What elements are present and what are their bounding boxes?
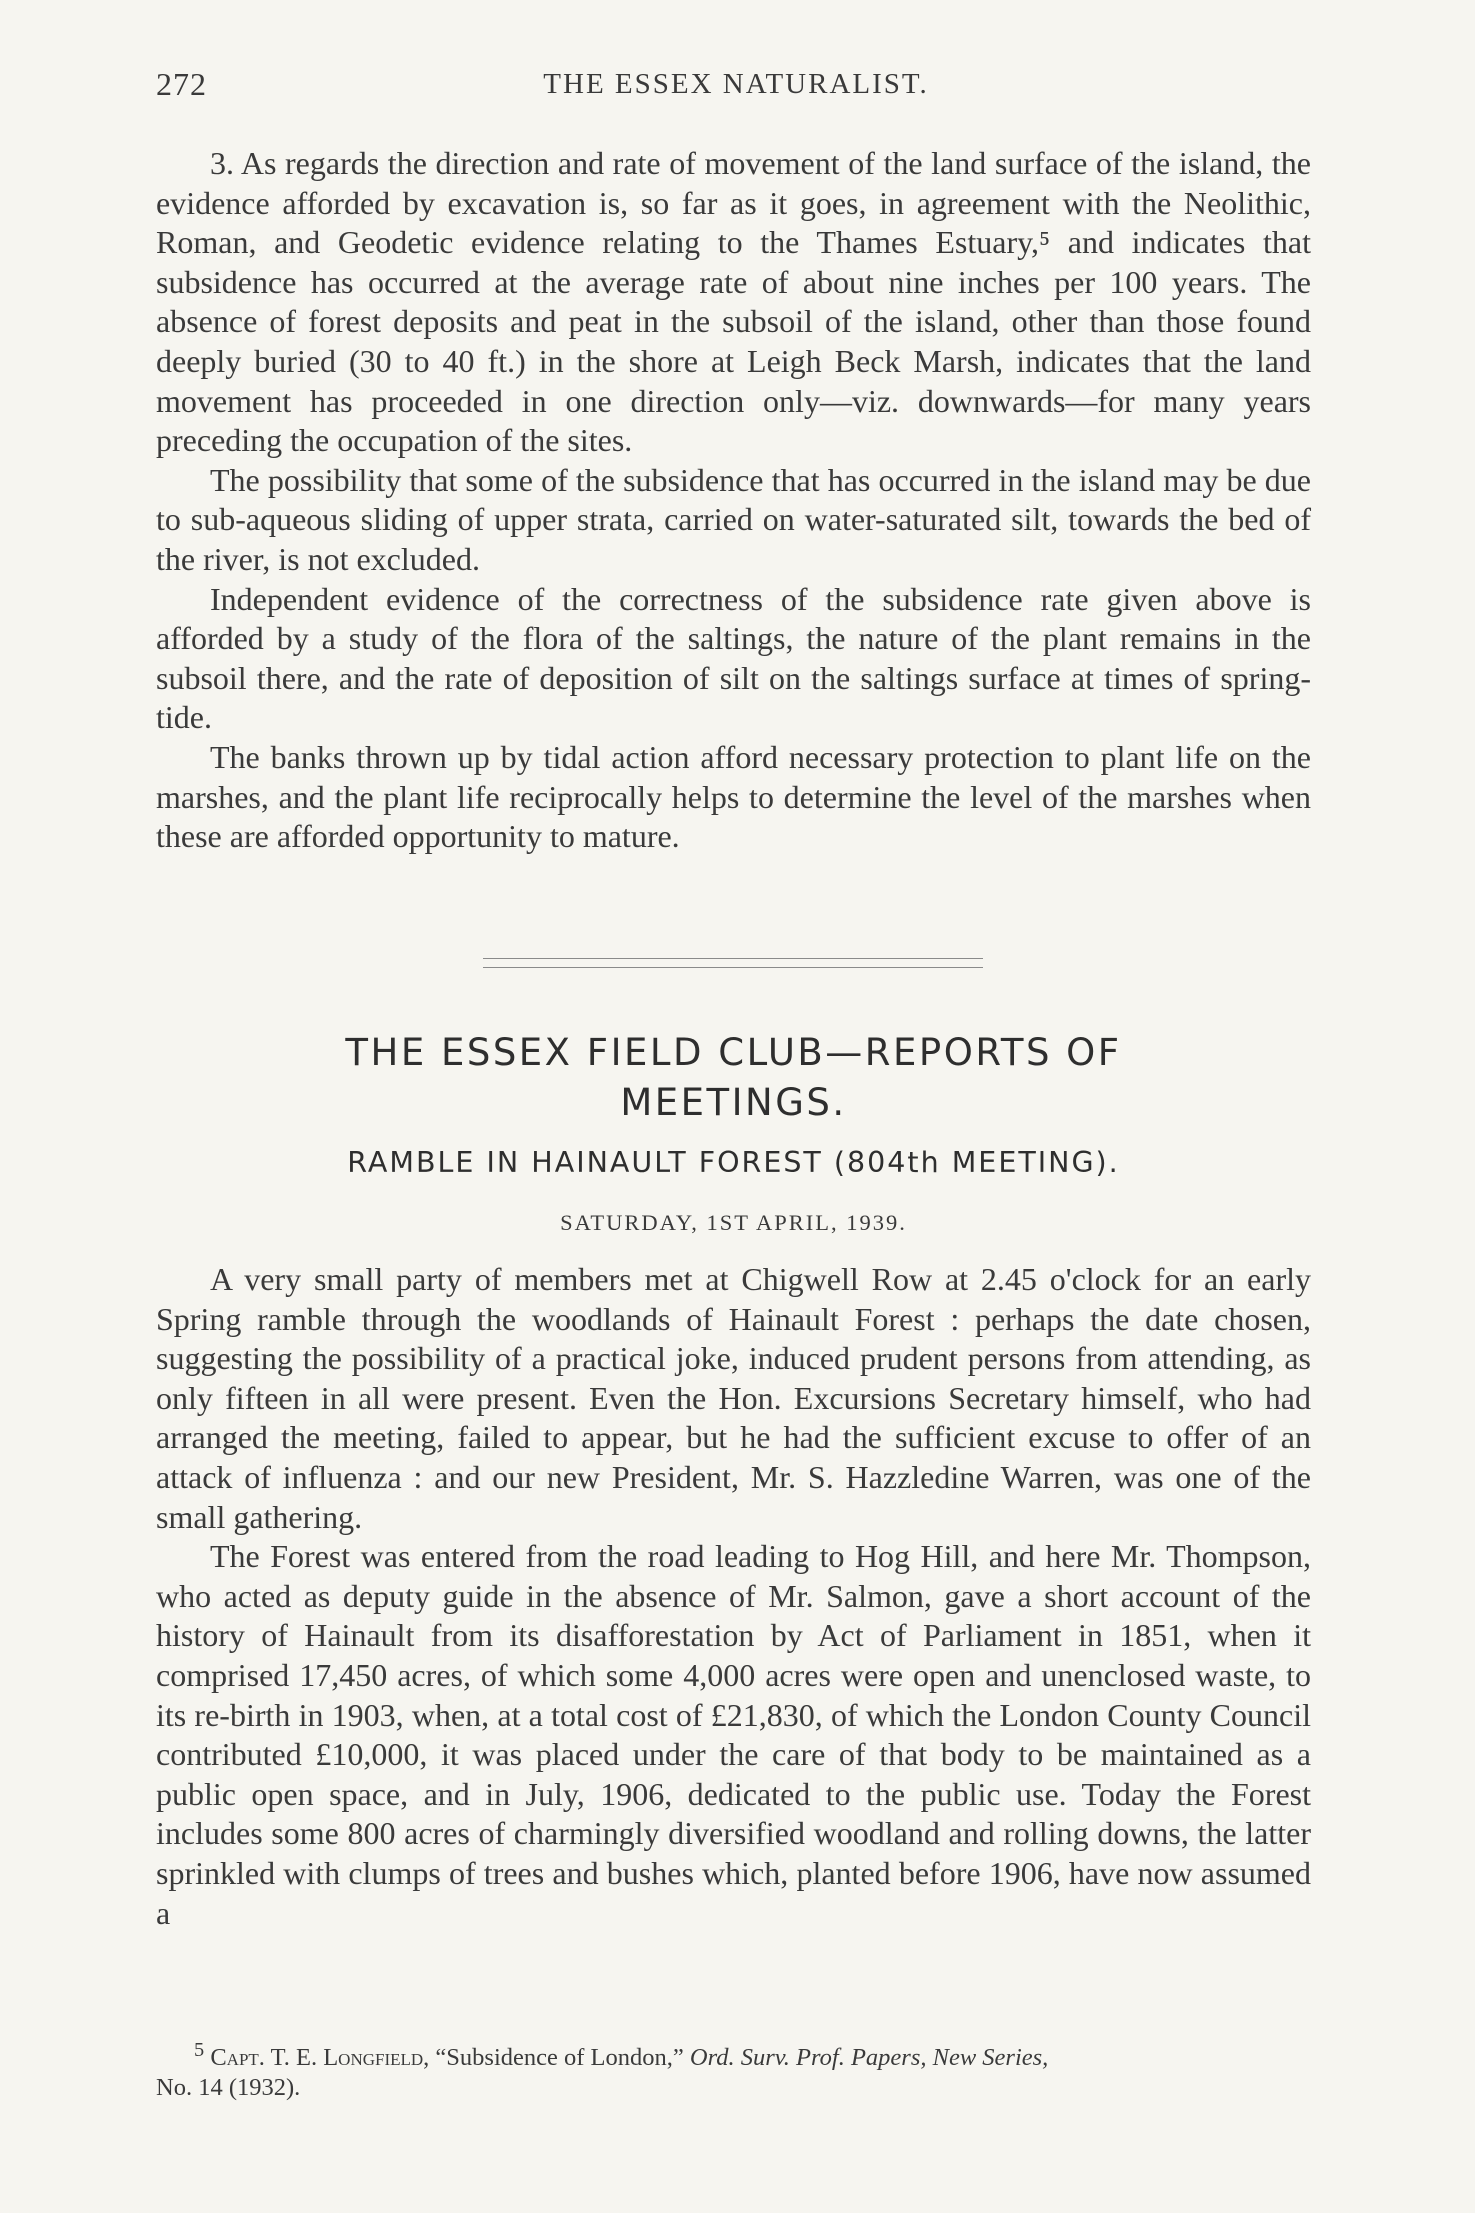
- section-title: [156, 1028, 1311, 1128]
- footnote-number: No. 14 (1932).: [156, 2074, 301, 2102]
- section-divider: [483, 958, 983, 968]
- footnote-title: “Subsidence of London,”: [435, 2044, 684, 2072]
- meeting-date: SATURDAY, 1ST APRIL, 1939.: [560, 1210, 907, 1235]
- footnote-marker: 5: [194, 2039, 205, 2061]
- article-paragraph-1: 3. As regards the direction and rate of movement of the land surface of the island, the evidence afforded by excavation is, so far as it goes, in agreement with the Neolithic, Roman, and Geodetic evidence relating to the Thames Estuary,⁵ and indicates that subsidence has occurred at the average rate of about nine inches per 100 years. The absence of forest deposits and peat in the subsoil of the island, other than those found deeply buried (30 to 40 ft.) in the shore at Leigh Beck Marsh, indicates that the land movement has proceeded in one direction only—viz. downwards—for many years preceding the occupation of the sites.: [156, 145, 1311, 459]
- footnote: [156, 2035, 1311, 2103]
- article-paragraph-2: The possibility that some of the subsidence that has occurred in the island may be due to sub-aqueous sliding of upper strata, carried on water-saturated silt, towards the bed of the river, is not excluded.: [156, 461, 1311, 577]
- meeting-title: RAMBLE IN HAINAULT FOREST (804th MEETING).: [347, 1146, 1120, 1179]
- running-head: [156, 66, 1316, 110]
- report-body: [156, 1260, 1311, 1933]
- footnote-author: Capt. T. E. Longfield,: [210, 2044, 430, 2072]
- footnote-line: [156, 2035, 1311, 2073]
- section-title-line-1: THE ESSEX FIELD CLUB—REPORTS OF: [345, 1031, 1122, 1074]
- page-number: 272: [156, 66, 207, 102]
- section-title-line-2: MEETINGS.: [620, 1081, 847, 1124]
- article-paragraph-4: The banks thrown up by tidal action afford necessary protection to plant life on the marshes, and the plant life reciprocally helps to determine the level of the marshes when these are afforded opportunity to mature.: [156, 738, 1311, 855]
- report-paragraph-2: The Forest was entered from the road leading to Hog Hill, and here Mr. Thompson, who acted as deputy guide in the absence of Mr. Salmon, gave a short account of the history of Hainault from its disafforestation by Act of Parliament in 1851, when it comprised 17,450 acres, of which some 4,000 acres were open and unenclosed waste, to its re-birth in 1903, when, at a total cost of £21,830, of which the London County Council contributed £10,000, it was placed under the care of that body to be maintained as a public open space, and in July, 1906, dedicated to the public use. Today the Forest includes some 800 acres of charmingly diversified woodland and rolling downs, the latter sprinkled with clumps of trees and bushes which, planted before 1906, have now assumed a: [156, 1538, 1311, 1931]
- article-body: [156, 144, 1311, 857]
- report-paragraph-1: A very small party of members met at Chigwell Row at 2.45 o'clock for an early Spring ramble through the woodlands of Hainault Forest : perhaps the date chosen, suggesting the possibility of a practical joke, induced prudent persons from attending, as only fifteen in all were present. Even the Hon. Excursions Secretary himself, who had arranged the meeting, failed to appear, but he had the sufficient excuse to offer of an attack of influenza : and our new President, Mr. S. Hazzledine Warren, was one of the small gathering.: [156, 1261, 1311, 1535]
- journal-title: THE ESSEX NATURALIST.: [543, 68, 929, 100]
- article-paragraph-3: Independent evidence of the correctness of the subsidence rate given above is afforded by a study of the flora of the saltings, the nature of the plant remains in the subsoil there, and the rate of deposition of silt on the saltings surface at times of spring-tide.: [156, 580, 1311, 736]
- footnote-series: Ord. Surv. Prof. Papers, New Series,: [689, 2044, 1049, 2072]
